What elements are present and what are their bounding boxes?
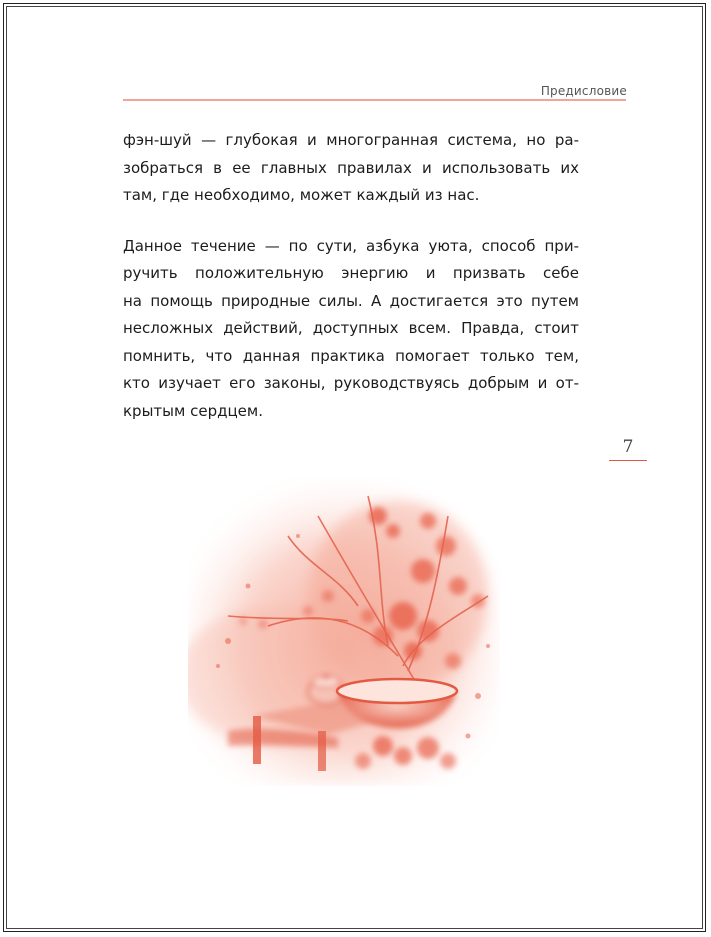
text-line: помнить, что данная практика помогает только тем, <box>123 346 579 365</box>
text-line: зобраться в ее главных правилах и использовать их <box>123 158 579 177</box>
running-head-rule <box>123 99 626 101</box>
text-line: ручить положительную энергию и призвать себе <box>123 264 579 282</box>
paragraph-gap <box>123 210 579 233</box>
text-line: Данное течение — по сути, азбука уюта, способ при- <box>123 236 579 255</box>
text-line: крытым сердцем. <box>123 401 263 420</box>
text-line: фэн-шуй — глубокая и многогранная система, но ра- <box>123 131 579 149</box>
body-text <box>123 127 579 425</box>
text-line: кто изучает его законы, руководствуясь добрым и от- <box>123 374 579 392</box>
running-head: Предисловие <box>540 84 627 98</box>
page-number-rule <box>609 460 647 461</box>
watercolor-illustration <box>188 476 500 786</box>
text-line: несложных действий, доступных всем. Правда, стоит <box>123 319 579 337</box>
page-number: 7 <box>622 437 634 457</box>
text-line: там, где необходимо, может каждый из нас. <box>123 186 480 204</box>
text-line: на помощь природные силы. А достигается это путем <box>123 291 579 310</box>
